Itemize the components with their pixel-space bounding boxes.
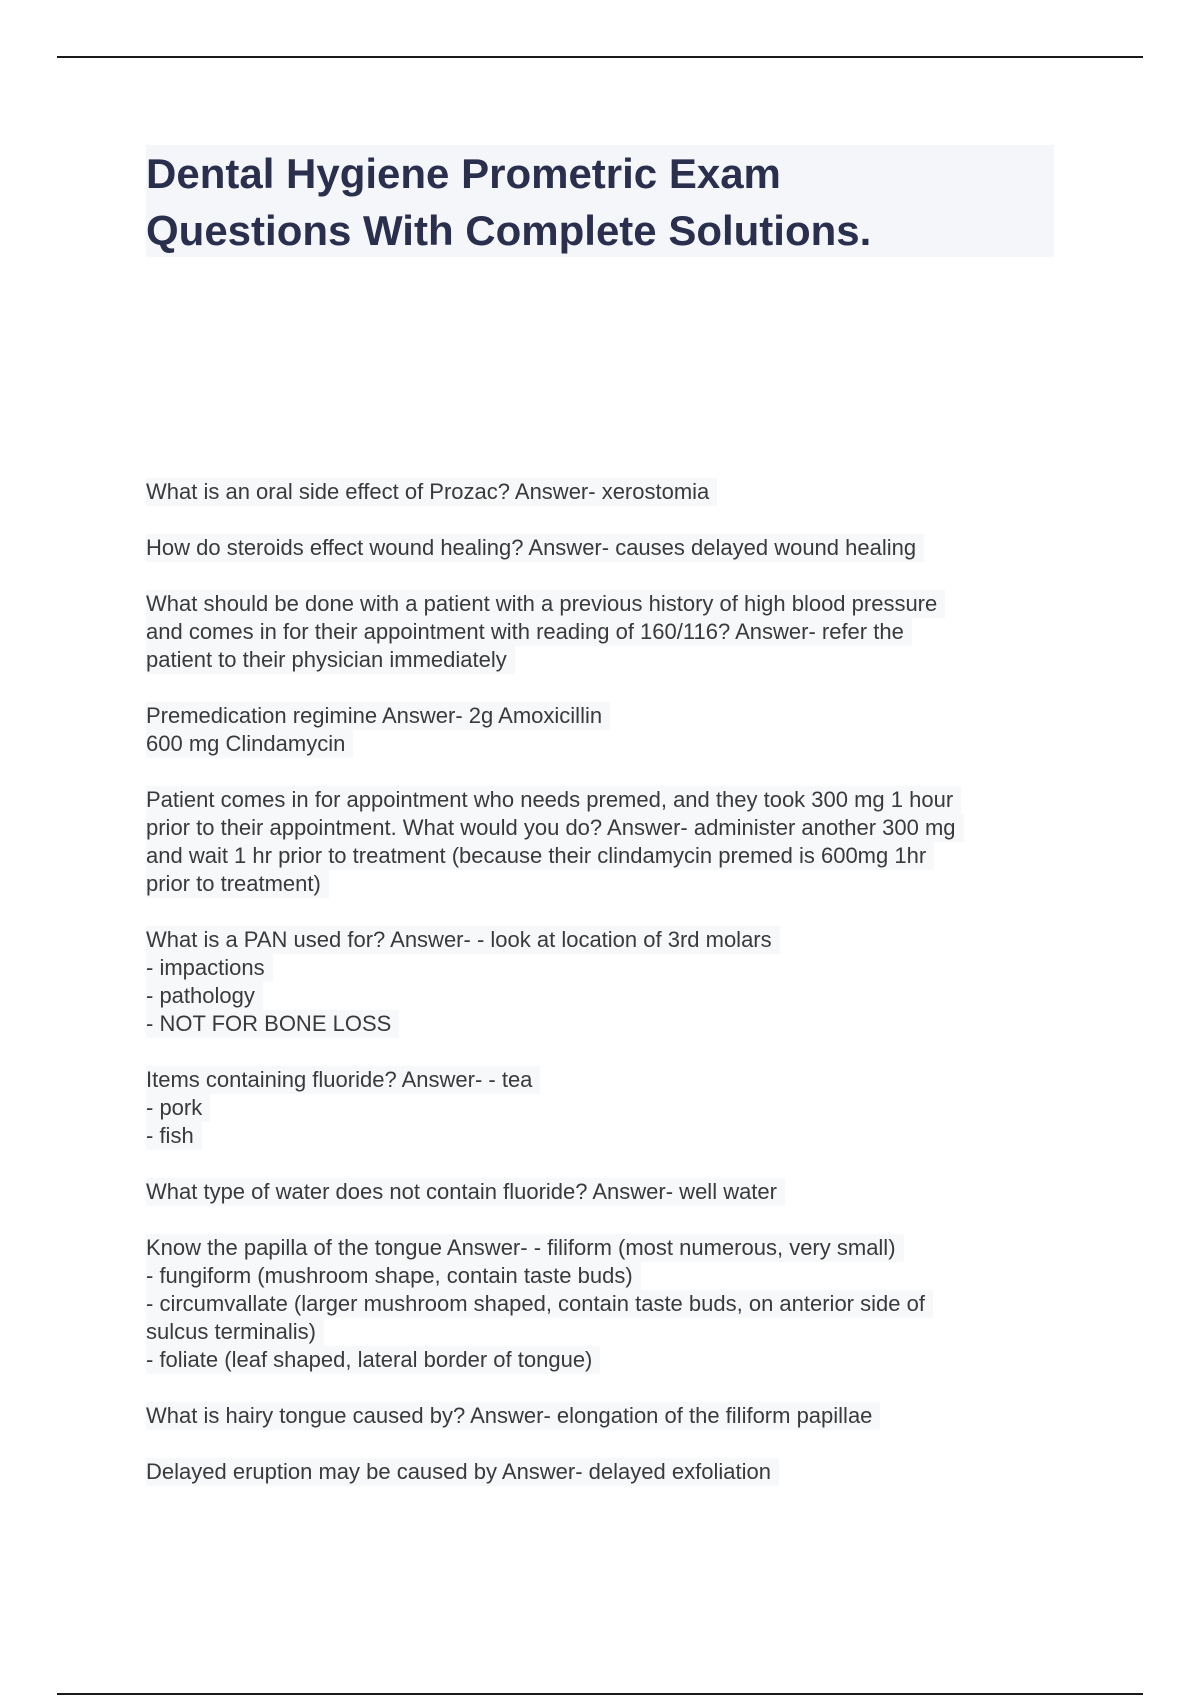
qa-line: What should be done with a patient with a previous history of high blood pressure: [146, 590, 945, 618]
qa-line: - fungiform (mushroom shape, contain taste buds): [146, 1262, 641, 1290]
qa-line: and wait 1 hr prior to treatment (because their clindamycin premed is 600mg 1hr: [146, 842, 934, 870]
qa-line: - pork: [146, 1094, 210, 1122]
qa-line: Premedication regimine Answer- 2g Amoxicillin: [146, 702, 610, 730]
qa-item: [146, 702, 1066, 758]
qa-item: [146, 1178, 1066, 1206]
qa-item: [146, 590, 1066, 674]
qa-line: - circumvallate (larger mushroom shaped, contain taste buds, on anterior side of: [146, 1290, 933, 1318]
qa-line: What type of water does not contain fluoride? Answer- well water: [146, 1178, 785, 1206]
qa-line: - pathology: [146, 982, 263, 1010]
title-block: [146, 145, 1054, 257]
qa-line: Patient comes in for appointment who needs premed, and they took 300 mg 1 hour: [146, 786, 961, 814]
qa-line: - fish: [146, 1122, 202, 1150]
qa-line: sulcus terminalis): [146, 1318, 324, 1346]
qa-line: How do steroids effect wound healing? Answer- causes delayed wound healing: [146, 534, 924, 562]
qa-item: [146, 534, 1066, 562]
qa-item: [146, 478, 1066, 506]
qa-line: Know the papilla of the tongue Answer- - filiform (most numerous, very small): [146, 1234, 904, 1262]
qa-item: [146, 786, 1066, 898]
title-line-1: Dental Hygiene Prometric Exam: [146, 150, 781, 197]
qa-line: What is a PAN used for? Answer- - look at location of 3rd molars: [146, 926, 780, 954]
qa-line: prior to treatment): [146, 870, 329, 898]
qa-line: - foliate (leaf shaped, lateral border of tongue): [146, 1346, 600, 1374]
qa-list: [146, 478, 1066, 1514]
qa-item: [146, 926, 1066, 1038]
qa-line: 600 mg Clindamycin: [146, 730, 353, 758]
qa-item: [146, 1066, 1066, 1150]
qa-item: [146, 1402, 1066, 1430]
title-line-2: Questions With Complete Solutions.: [146, 207, 872, 254]
qa-item: [146, 1234, 1066, 1374]
bottom-divider: [57, 1693, 1143, 1695]
qa-line: and comes in for their appointment with reading of 160/116? Answer- refer the: [146, 618, 912, 646]
qa-line: Delayed eruption may be caused by Answer- delayed exfoliation: [146, 1458, 779, 1486]
qa-line: patient to their physician immediately: [146, 646, 515, 674]
qa-line: What is an oral side effect of Prozac? Answer- xerostomia: [146, 478, 717, 506]
qa-line: Items containing fluoride? Answer- - tea: [146, 1066, 540, 1094]
qa-item: [146, 1458, 1066, 1486]
qa-line: prior to their appointment. What would you do? Answer- administer another 300 mg: [146, 814, 964, 842]
qa-line: - impactions: [146, 954, 273, 982]
qa-line: What is hairy tongue caused by? Answer- elongation of the filiform papillae: [146, 1402, 880, 1430]
top-divider: [57, 56, 1143, 58]
qa-line: - NOT FOR BONE LOSS: [146, 1010, 399, 1038]
page-title: [146, 145, 1054, 259]
